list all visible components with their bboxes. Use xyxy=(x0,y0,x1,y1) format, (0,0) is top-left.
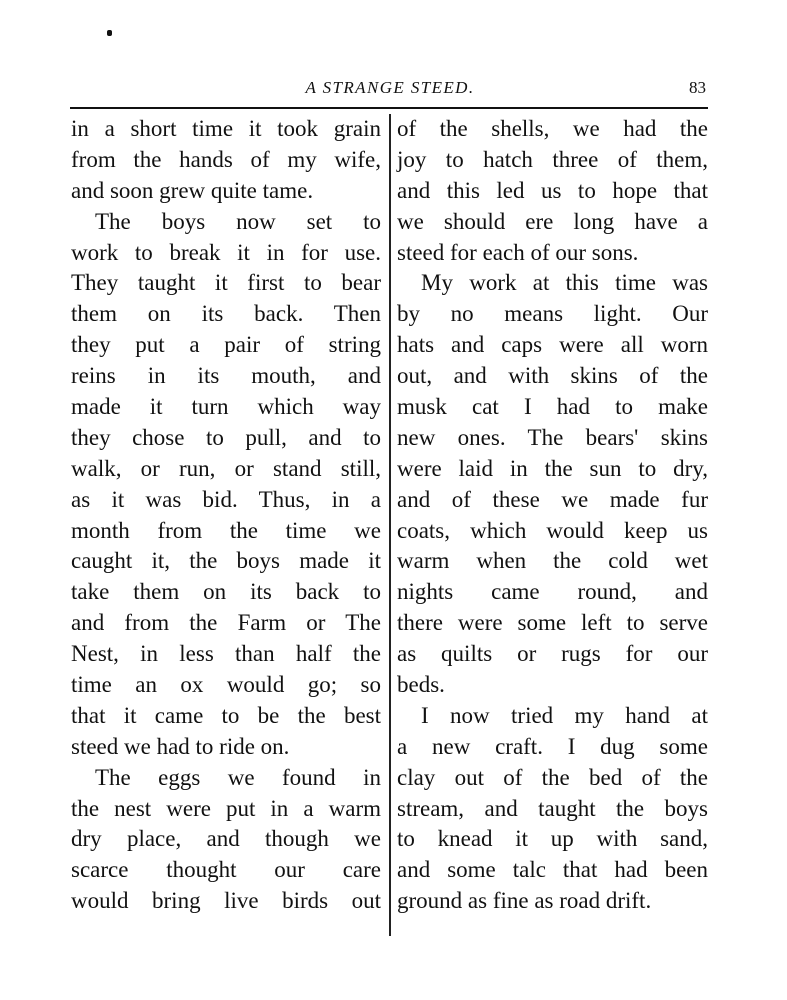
text-line: and some talc that had been xyxy=(397,857,708,883)
page-number: 83 xyxy=(689,78,706,97)
text-line: and from the Farm or The xyxy=(71,610,381,636)
text-line: month from the time we xyxy=(71,517,381,543)
text-line: walk, or run, or stand still, xyxy=(71,455,381,481)
text-line: a new craft. I dug some xyxy=(397,733,708,759)
header-rule xyxy=(70,107,708,109)
text-line: They taught it first to bear xyxy=(71,270,381,296)
text-line: The boys now set to xyxy=(95,208,381,234)
text-line: would bring live birds out xyxy=(71,888,381,914)
text-line: scarce thought our care xyxy=(71,857,381,883)
text-line: caught it, the boys made it xyxy=(71,548,381,574)
ink-speck xyxy=(107,30,112,36)
text-line: coats, which would keep us xyxy=(397,517,708,543)
right-column xyxy=(397,114,708,917)
text-line: warm when the cold wet xyxy=(397,548,708,574)
text-line: The eggs we found in xyxy=(95,764,381,790)
text-line: by no means light. Our xyxy=(397,301,708,327)
text-line: them on its back. Then xyxy=(71,301,381,327)
text-line: made it turn which way xyxy=(71,394,381,420)
text-line: dry place, and though we xyxy=(71,826,381,852)
text-line: and this led us to hope that xyxy=(397,177,708,203)
text-line: as quilts or rugs for our xyxy=(397,641,708,667)
text-line: there were some left to serve xyxy=(397,610,708,636)
text-line: stream, and taught the boys xyxy=(397,795,708,821)
text-line: of the shells, we had the xyxy=(397,116,708,141)
text-line: ground as fine as road drift. xyxy=(397,888,652,914)
text-line: that it came to be the best xyxy=(71,702,381,728)
text-line: and soon grew quite tame. xyxy=(71,177,314,203)
text-line: hats and caps were all worn xyxy=(397,332,708,358)
text-line: from the hands of my wife, xyxy=(71,146,381,172)
text-line: were laid in the sun to dry, xyxy=(397,455,708,481)
text-line: out, and with skins of the xyxy=(397,363,708,389)
text-line: steed for each of our sons. xyxy=(397,239,639,265)
text-line: time an ox would go; so xyxy=(71,672,381,698)
text-line: joy to hatch three of them, xyxy=(397,146,708,172)
text-line: the nest were put in a warm xyxy=(71,795,381,821)
left-column xyxy=(71,114,381,917)
text-line: they chose to pull, and to xyxy=(71,424,381,450)
text-line: and of these we made fur xyxy=(397,486,708,512)
text-line: I now tried my hand at xyxy=(421,702,708,728)
text-line: nights came round, and xyxy=(397,579,708,605)
running-title: A STRANGE STEED. xyxy=(305,78,475,97)
text-line: take them on its back to xyxy=(71,579,381,605)
text-line: steed we had to ride on. xyxy=(71,733,290,759)
column-divider xyxy=(389,114,391,936)
text-line: new ones. The bears' skins xyxy=(397,424,708,450)
text-line: work to break it in for use. xyxy=(71,239,381,265)
text-line: in a short time it took grain xyxy=(71,116,381,141)
text-line: as it was bid. Thus, in a xyxy=(71,486,381,512)
text-line: musk cat I had to make xyxy=(397,394,708,420)
text-line: to knead it up with sand, xyxy=(397,826,708,852)
text-line: we should ere long have a xyxy=(397,208,708,234)
text-line: Nest, in less than half the xyxy=(71,641,381,667)
text-line: they put a pair of string xyxy=(71,332,381,358)
running-head xyxy=(70,76,710,100)
text-line: My work at this time was xyxy=(421,270,708,296)
text-line: beds. xyxy=(397,672,445,698)
text-line: clay out of the bed of the xyxy=(397,764,708,790)
text-line: reins in its mouth, and xyxy=(71,363,381,389)
